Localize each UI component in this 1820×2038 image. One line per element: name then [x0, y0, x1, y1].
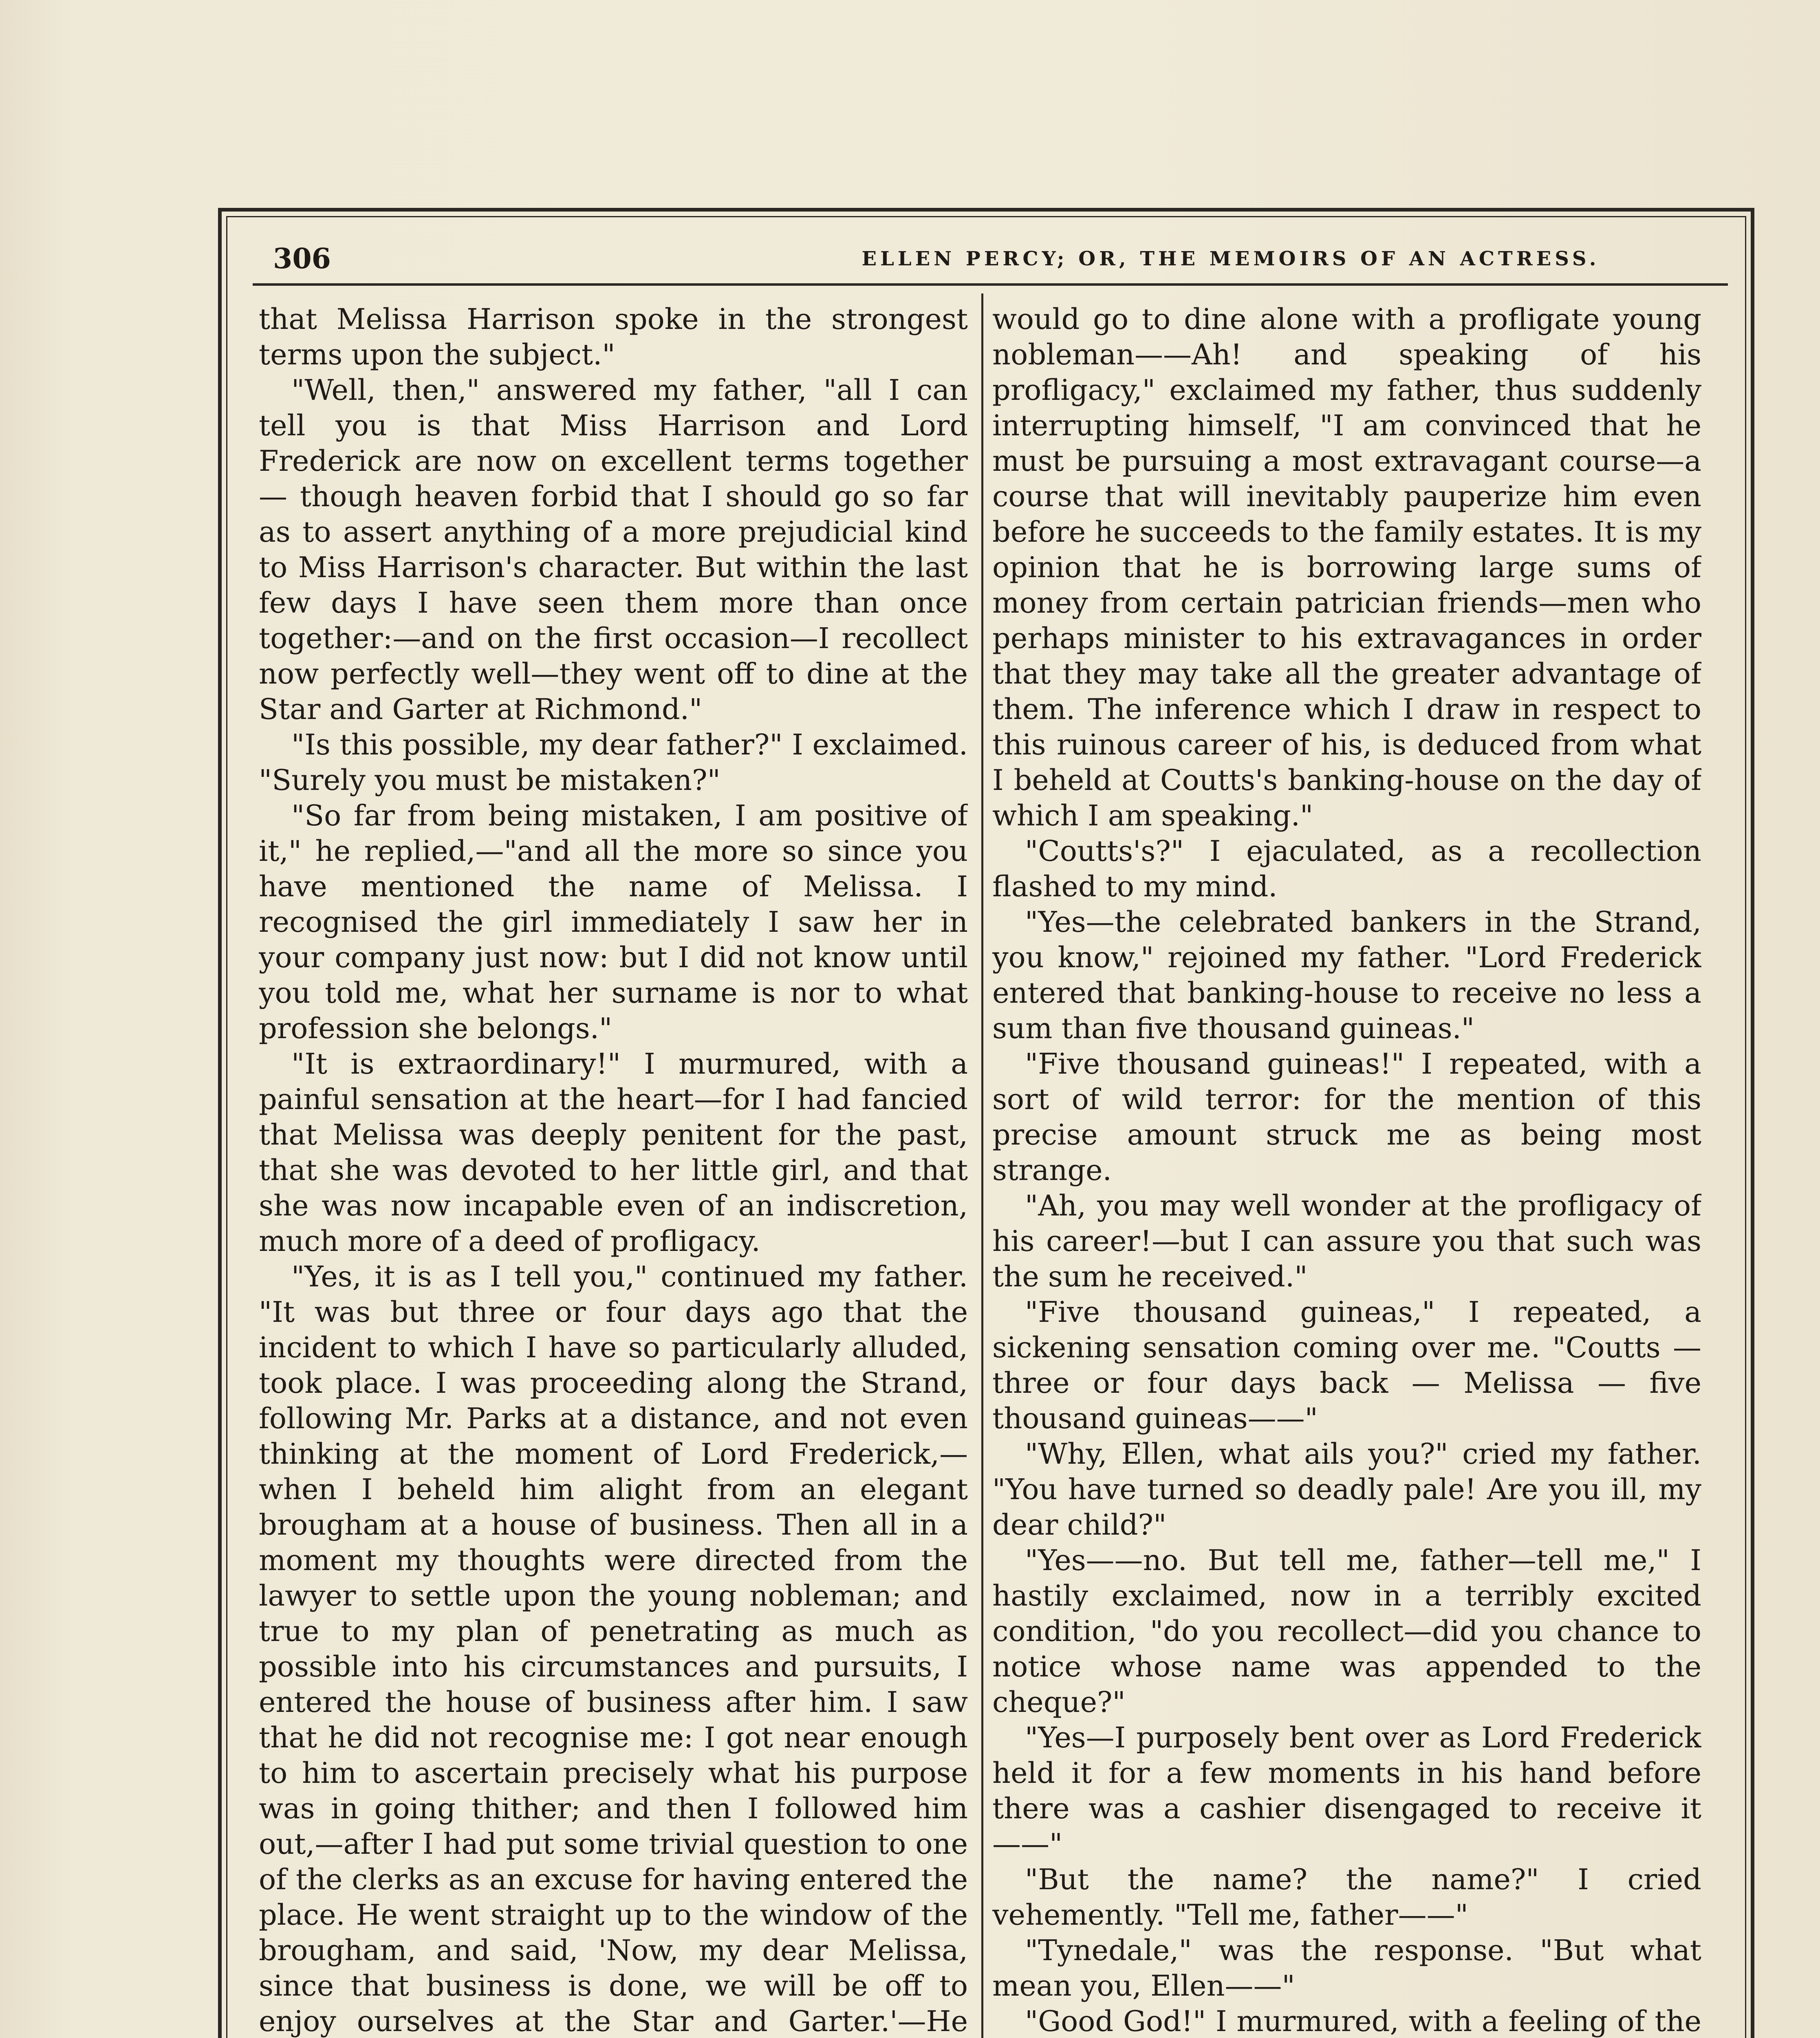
running-head: ELLEN PERCY; OR, THE MEMOIRS OF AN ACTRESS.: [862, 247, 1600, 270]
paragraph: "Good God!" I murmured, with a feeling of the: [1025, 2005, 1701, 2038]
column-divider: [981, 293, 983, 2038]
paragraph: "Five thousand guineas," I repeated, a sickening sensation coming over me. "Coutts — three or four days back — Melissa — five thousand guineas——": [992, 1295, 1701, 1435]
header-rule: [253, 283, 1728, 286]
paragraph: "Yes, it is as I tell you," continued my father. "It was but three or four days ago that the incident to which I have so particularly alluded, took place. I was proceeding along the Strand, following Mr. Parks at a distance, and not even thinking at the moment of Lord Frederick,—when I beheld him alight from an elegant brougham at a house of business. Then all in a moment my thoughts were directed from the lawyer to settle upon the young nobleman; and true to my plan of penetrating as much as possible into his circumstances and pursuits, I entered the house of business after him. I saw that he did not recognise me: I got near enough to him to ascertain precisely what his purpose was in going thither; and then I followed him out,—after I had put some trivial question to one of the clerks as an excuse for having entered the place. He went straight up to the window of the brougham, and said, 'Now, my dear Melissa, since that business is done, we will be off to enjoy ourselves at the Star and Garter.'—He: [259, 1260, 968, 2038]
paragraph: "Is this possible, my dear father?" I exclaimed. "Surely you must be mistaken?": [259, 728, 968, 797]
paragraph: "But the name? the name?" I cried vehemently. "Tell me, father——": [992, 1863, 1701, 1932]
paragraph: would go to dine alone with a profligate young nobleman——Ah! and speaking of his profligacy," exclaimed my father, thus suddenly interrupting himself, "I am convinced that he must be pursuing a most extravagant course—a course that will inevitably pauperize him even before he succeeds to the family estates. It is my opinion that he is borrowing large sums of money from certain patrician friends—men who perhaps minister to his extravagances in order that they may take all the greater advantage of them. The inference which I draw in respect to this ruinous career of his, is deduced from what I beheld at Coutts's banking-house on the day of which I am speaking.": [992, 302, 1701, 832]
paragraph: "Ah, you may well wonder at the profligacy of his career!—but I can assure you that such was the sum he received.": [992, 1189, 1701, 1293]
paragraph: "Tynedale," was the response. "But what mean you, Ellen——": [992, 1934, 1701, 2003]
right-column: [992, 302, 1701, 2038]
paragraph: "It is extraordinary!" I murmured, with a painful sensation at the heart—for I had fancied that Melissa was deeply penitent for the past, that she was devoted to her little girl, and that she was now incapable even of an indiscretion, much more of a deed of profligacy.: [259, 1047, 968, 1258]
paragraph: "Coutts's?" I ejaculated, as a recollection flashed to my mind.: [992, 834, 1701, 903]
paragraph: that Melissa Harrison spoke in the strongest terms upon the subject.": [259, 302, 968, 371]
paragraph: "So far from being mistaken, I am positive of it," he replied,—"and all the more so since you have mentioned the name of Melissa. I recognised the girl immediately I saw her in your company just now: but I did not know until you told me, what her surname is nor to what profession she belongs.": [259, 799, 968, 1045]
paragraph: "Yes—the celebrated bankers in the Strand, you know," rejoined my father. "Lord Frederick entered that banking-house to receive no less a sum than five thousand guineas.": [992, 905, 1701, 1045]
paragraph: "Five thousand guineas!" I repeated, with a sort of wild terror: for the mention of this precise amount struck me as being most strange.: [992, 1047, 1701, 1187]
paragraph: "Well, then," answered my father, "all I can tell you is that Miss Harrison and Lord Frederick are now on excellent terms together — though heaven forbid that I should go so far as to assert anything of a more prejudicial kind to Miss Harrison's character. But within the last few days I have seen them more than once together:—and on the first occasion—I recollect now perfectly well—they went off to dine at the Star and Garter at Richmond.": [259, 373, 968, 726]
page-header: [273, 240, 1724, 277]
paragraph: "Yes——no. But tell me, father—tell me," I hastily exclaimed, now in a terribly excited condition, "do you recollect—did you chance to notice whose name was appended to the cheque?": [992, 1544, 1701, 1719]
page-number: 306: [273, 243, 331, 275]
paragraph: "Yes—I purposely bent over as Lord Frederick held it for a few moments in his hand before there was a cashier disengaged to receive it——": [992, 1721, 1701, 1861]
paragraph: "Why, Ellen, what ails you?" cried my father. "You have turned so deadly pale! Are you ill, my dear child?": [992, 1437, 1701, 1542]
left-column: [259, 302, 968, 2038]
